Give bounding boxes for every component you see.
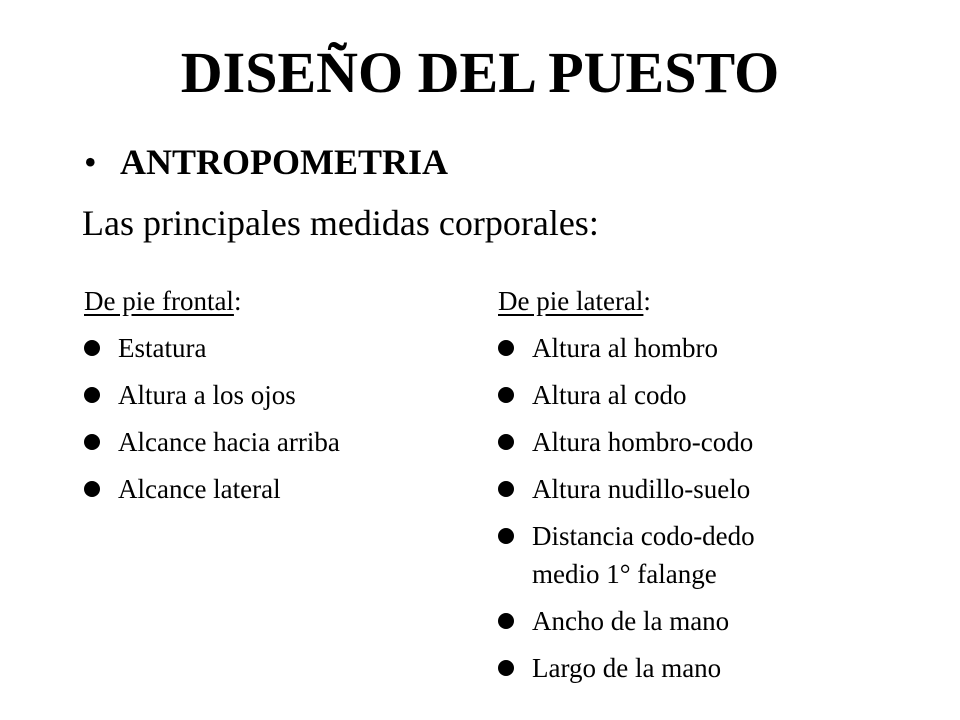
list-item [498, 376, 928, 414]
list-item [84, 329, 474, 367]
list-item-text: Altura a los ojos [118, 380, 296, 410]
right-heading-label: De pie lateral [498, 286, 644, 316]
right-column [498, 282, 928, 687]
bullet-dot-icon [84, 434, 100, 450]
bullet-dot-icon [498, 660, 514, 676]
list-item-text: Altura al codo [532, 380, 687, 410]
bullet-dot-icon [498, 528, 514, 544]
list-item-text: Altura nudillo-suelo [532, 474, 751, 504]
bullet-dot-icon [498, 434, 514, 450]
list-item-text: Ancho de la mano [532, 606, 730, 636]
bullet-dot-icon [498, 340, 514, 356]
bullet-dot-icon [84, 387, 100, 403]
subtitle-row [84, 140, 448, 184]
right-list [498, 329, 928, 687]
list-item [498, 517, 928, 593]
bullet-dot-icon [84, 340, 100, 356]
left-column [84, 282, 474, 508]
subtitle-text: ANTROPOMETRIA [120, 142, 449, 182]
right-column-heading [498, 282, 928, 320]
list-item-text: Alcance hacia arriba [118, 427, 340, 457]
list-item-text: Altura hombro-codo [532, 427, 754, 457]
list-item [498, 470, 928, 508]
left-heading-colon: : [233, 286, 242, 316]
list-item [84, 376, 474, 414]
list-item [498, 649, 928, 687]
bullet-icon: • [84, 142, 97, 182]
list-item [498, 329, 928, 367]
list-item-text: Altura al hombro [532, 333, 718, 363]
list-item [498, 423, 928, 461]
left-column-heading [84, 282, 474, 320]
left-list [84, 329, 474, 508]
list-item-text: Estatura [118, 333, 207, 363]
list-item-text: Alcance lateral [118, 474, 281, 504]
bullet-dot-icon [498, 481, 514, 497]
list-item-line: medio 1° falange [532, 559, 717, 589]
bullet-dot-icon [84, 481, 100, 497]
bullet-dot-icon [498, 387, 514, 403]
list-item-text [532, 517, 755, 593]
right-heading-colon: : [643, 286, 651, 316]
list-item-line: Distancia codo-dedo [532, 521, 755, 551]
list-item [84, 470, 474, 508]
list-item [498, 602, 928, 640]
bullet-dot-icon [498, 613, 514, 629]
list-item-text: Largo de la mano [532, 653, 722, 683]
intro-text: Las principales medidas corporales: [82, 203, 599, 243]
list-item [84, 423, 474, 461]
left-heading-label: De pie frontal [84, 286, 234, 316]
slide-title: DISEÑO DEL PUESTO [180, 40, 780, 105]
